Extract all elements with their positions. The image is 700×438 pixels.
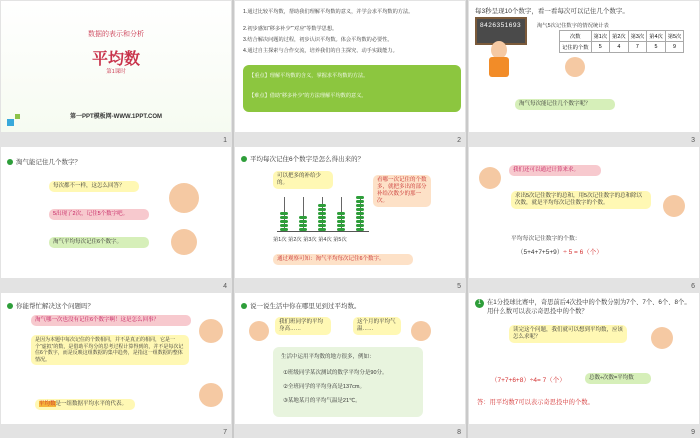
character-face: [565, 57, 585, 77]
speech-bubble: 每次都不一样，这怎么回答？: [49, 181, 139, 192]
slide-3: [469, 1, 699, 132]
key-point: 【重点】理解平均数的含义，掌握求平均数的方法。: [249, 73, 369, 79]
board-digits: 8426351693: [480, 22, 522, 29]
slide-thumb-4[interactable]: [0, 146, 232, 292]
character-face: [199, 383, 223, 407]
bullet-icon: [7, 159, 13, 165]
slide-heading: 淘气能记住几个数字？: [7, 157, 81, 166]
speech-bubble: 我们班同学的平均身高……: [275, 317, 331, 335]
speech-bubble: 这个月的平均气温……: [353, 317, 401, 335]
character-face: [249, 321, 269, 341]
slide-number: 6: [691, 283, 695, 290]
slide-number: 3: [691, 137, 695, 144]
speech-bubble: 看哪一次记住的个数多，就把多出的部分补给次数少的那一次。: [373, 175, 431, 207]
example-item: ①班级同学某次测试的数学平均分是90分。: [283, 370, 388, 376]
slide-heading: 平均每次记住6个数字是怎么得出来的？: [241, 154, 364, 163]
slide-number: 5: [457, 283, 461, 290]
slide-number: 2: [457, 137, 461, 144]
slide-9: [469, 293, 699, 424]
character-face: [199, 319, 223, 343]
answer-text: 答：用平均数7可以表示奇思投中的个数。: [477, 399, 594, 406]
intro-text: 每3秒呈现10个数字，看一看每次可以记住几个数字。: [475, 8, 629, 15]
calc-formula: （7+7+6+8）÷4= 7（个）: [491, 377, 566, 384]
slide-number: 8: [457, 429, 461, 436]
record-table: 次数 第1次 第2次 第3次 第4次 第5次 记住的个数 5 4 7 5 9: [559, 30, 684, 53]
slide-heading: 你能帮忙解决这个问题吗？: [7, 301, 94, 310]
key-points-box: [243, 65, 461, 112]
character-face: [169, 183, 199, 213]
speech-bubble: 是因为本题中每次记住的个数相同，并不是真正的相同，它是一个“虚拟”的数，是借助平均分的思考过程计算得到的，并不是每次记住6个数字，而是反映这组数据的集中趋势，是指这一组数据的整体情况。: [31, 335, 189, 365]
slide-8: [235, 293, 465, 424]
example-item: ②全班同学的平均身高是137cm。: [283, 384, 365, 390]
slide-thumb-8[interactable]: [234, 292, 466, 438]
calc-label: 平均每次记住数字的个数：: [511, 236, 581, 242]
speech-bubble: 淘气平均每次记住6个数字。: [49, 237, 149, 248]
slide-thumb-9[interactable]: [468, 292, 700, 438]
goal-2: 2.初步感知“移多补少”“对应”等数学思想。: [243, 26, 338, 32]
speech-bubble: 我们还可以通过计算来求。: [509, 165, 601, 176]
slide-7: [1, 293, 231, 424]
character-face: [171, 229, 197, 255]
slide-6: [469, 147, 699, 278]
goal-3: 3.结合解决问题的过程，初步认识平均数。体会平均数的必要性。: [243, 37, 393, 43]
character-face: [651, 327, 673, 349]
child-body: [489, 57, 509, 77]
slide-2: [235, 1, 465, 132]
slide-thumb-5[interactable]: [234, 146, 466, 292]
slide-thumb-1[interactable]: [0, 0, 232, 146]
page-title: 平均数: [91, 51, 140, 68]
examples-intro: 生活中运用平均数的地方很多，例如：: [281, 354, 375, 360]
examples-box: [273, 347, 423, 417]
slide-5: [235, 147, 465, 278]
slide-thumb-2[interactable]: [234, 0, 466, 146]
character-face: [479, 167, 501, 189]
character-face: [663, 195, 685, 217]
speech-bubble: 可以把多的补给少的。: [273, 171, 333, 189]
result-bubble: 通过观察可知：淘气平均每次记住6个数字。: [273, 254, 413, 265]
goal-1: 1.通过比较平均数，帮助我们理解平均数的意义，并学会求平均数的方法。: [243, 9, 414, 15]
slide-thumb-3[interactable]: [468, 0, 700, 146]
slide-heading: 说一说生活中你在哪里见到过平均数。: [241, 301, 361, 310]
bullet-icon: [241, 303, 247, 309]
speech-bubble: 求出5次记住数字的总和，用5次记住数字的总和除以次数，就是平均每次记住数字的个数。: [511, 191, 651, 209]
lesson-label: 第1课时: [106, 69, 126, 75]
table-title: 淘气5次记住数字的情况统计表: [537, 23, 609, 29]
speech-bubble: 读完这个问题，我们就可以想到平均数，应该怎么求呢？: [509, 325, 627, 343]
bullet-icon: [241, 156, 247, 162]
slide-4: [1, 147, 231, 278]
deco-square: [7, 119, 14, 126]
abacus: [277, 197, 369, 233]
slide-number: 1: [223, 137, 227, 144]
question-bubble: 淘气每次能记住几个数字呢？: [515, 99, 615, 110]
bullet-icon: [7, 303, 13, 309]
difficulty: 【难点】借助“移多补少”的方法理解平均数的意义。: [249, 93, 367, 99]
character-face: [411, 321, 431, 341]
speech-bubble: 5出现了2次，记住5个数字吧。: [49, 209, 149, 220]
goal-4: 4.通过自主探索与合作交流，培养我们的自主探究、动手实践能力。: [243, 48, 398, 54]
subtitle: 数据的表示和分析: [88, 31, 144, 38]
slide-number: 7: [223, 429, 227, 436]
rule-bubble: 总数÷次数=平均数: [585, 373, 651, 384]
example-item: ③某地某月的平均气温是21℃。: [283, 398, 361, 404]
slide-thumb-6[interactable]: [468, 146, 700, 292]
footer: 第一PPT模板网-WWW.1PPT.COM: [70, 114, 162, 120]
question-text: 在1分投球比赛中，奇思前后4次投中的个数分别为7个、7个、6个、8个。用什么数可以表示奇思投中的个数？: [487, 299, 691, 315]
speech-bubble: 平均数是一组数据平均水平的代表。: [35, 399, 135, 410]
formula: （5+4+7+5+9）÷ 5 = 6（个）: [517, 249, 603, 256]
slide-thumb-7[interactable]: [0, 292, 232, 438]
speech-bubble: 淘气哪一次也没有记住6个数字啊！这是怎么回事？: [31, 315, 191, 326]
abacus-labels: 第1次 第2次 第3次 第4次 第5次: [273, 237, 347, 243]
slide-number: 9: [691, 429, 695, 436]
slide-number: 4: [223, 283, 227, 290]
slide-1: [1, 1, 231, 132]
question-number-badge: 1: [475, 299, 484, 308]
